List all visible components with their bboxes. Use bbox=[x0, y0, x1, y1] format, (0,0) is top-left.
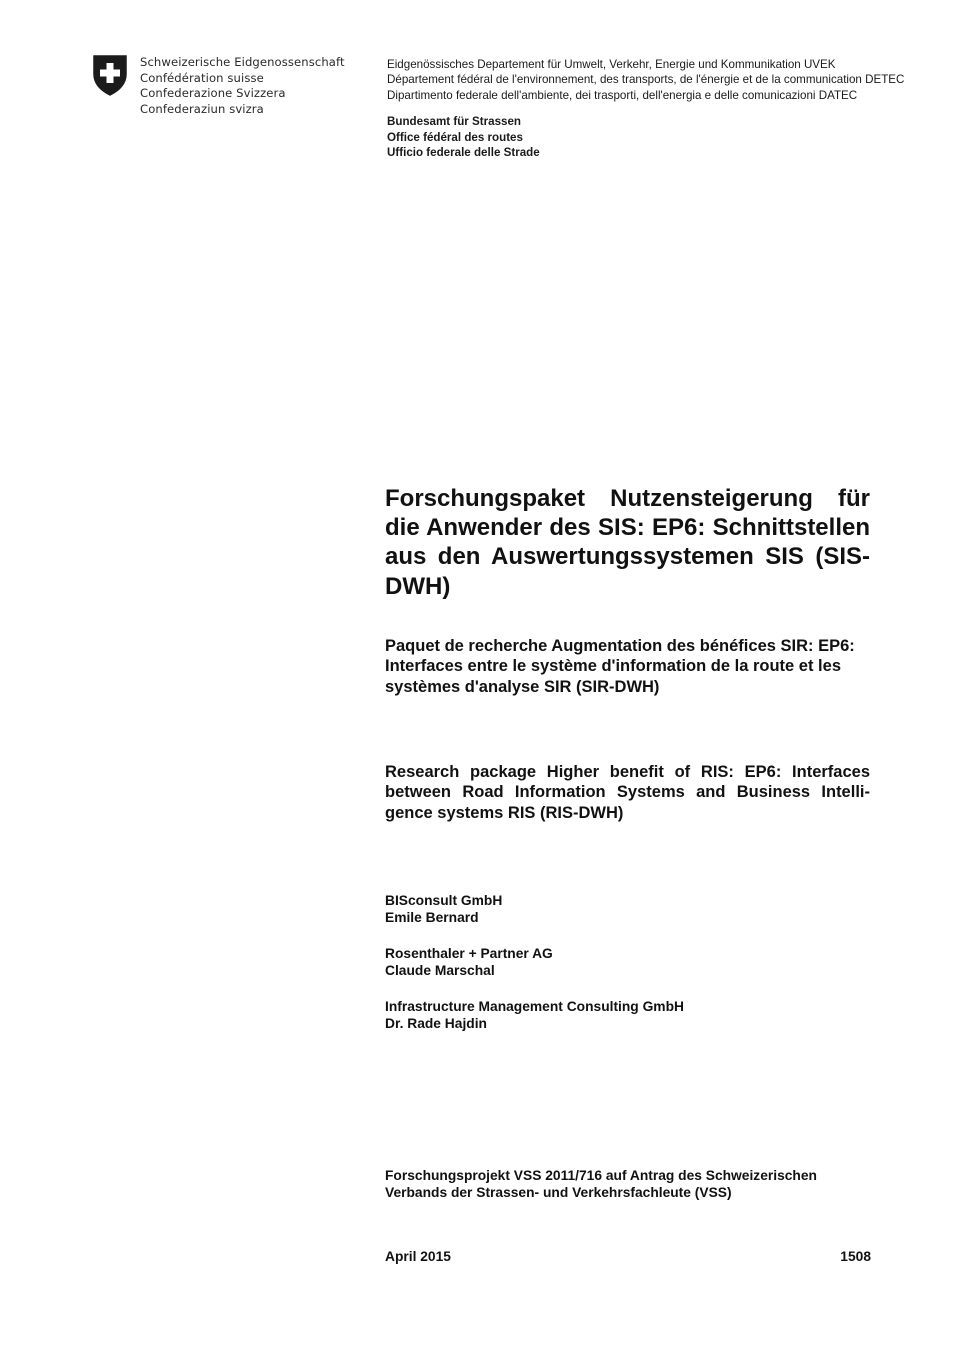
office-names bbox=[387, 114, 540, 161]
confederation-names bbox=[140, 55, 345, 117]
department-names bbox=[387, 57, 904, 103]
author-company: Infrastructure Management Consulting GmbH bbox=[385, 999, 684, 1014]
department-name-fr: Département fédéral de l'environnement, des transports, de l'énergie et de la communication DETEC bbox=[387, 73, 905, 87]
author-block bbox=[385, 998, 684, 1032]
author-company: BISconsult GmbH bbox=[385, 893, 503, 908]
author-person: Dr. Rade Hajdin bbox=[385, 1016, 487, 1032]
title-german: Forschungspaket Nutzensteigerung für die Anwender des SIS: EP6: Schnittstellen aus den Auswertungssystemen SIS (SIS-DWH) bbox=[385, 485, 870, 600]
title-english: Research package Higher benefit of RIS: EP6: Interfaces between Road Information Systems and Business Intelligence systems RIS (RIS-DWH) bbox=[385, 763, 870, 822]
swiss-coat-of-arms-icon bbox=[92, 54, 128, 96]
department-name-it: Dipartimento federale dell'ambiente, dei trasporti, dell'energia e delle comunicazioni DATEC bbox=[387, 88, 858, 102]
author-person: Claude Marschal bbox=[385, 963, 495, 979]
author-company: Rosenthaler + Partner AG bbox=[385, 946, 553, 961]
confederation-name-rm: Confederaziun svizra bbox=[140, 101, 264, 116]
author-person: Emile Bernard bbox=[385, 910, 479, 926]
confederation-name-fr: Confédération suisse bbox=[140, 70, 264, 85]
office-name-it: Ufficio federale delle Strade bbox=[387, 146, 540, 160]
publication-date: April 2015 bbox=[385, 1249, 451, 1264]
author-block bbox=[385, 892, 502, 926]
project-note: Forschungsprojekt VSS 2011/716 auf Antrag des Schweizerischen Verbands der Strassen- und Verkehrsfachleute (VSS) bbox=[385, 1168, 817, 1201]
office-name-de: Bundesamt für Strassen bbox=[387, 115, 522, 128]
author-block bbox=[385, 945, 553, 979]
report-number: 1508 bbox=[840, 1249, 871, 1264]
title-french: Paquet de recherche Augmentation des bénéfices SIR: EP6: Interfaces entre le système d'information de la route et les systèmes d'analyse SIR (SIR-DWH) bbox=[385, 637, 855, 696]
footer bbox=[385, 1248, 871, 1265]
confederation-name-de: Schweizerische Eidgenossenschaft bbox=[140, 55, 345, 69]
office-name-fr: Office fédéral des routes bbox=[387, 130, 523, 144]
department-name-de: Eidgenössisches Departement für Umwelt, Verkehr, Energie und Kommunikation UVEK bbox=[387, 58, 836, 71]
confederation-name-it: Confederazione Svizzera bbox=[140, 86, 286, 100]
